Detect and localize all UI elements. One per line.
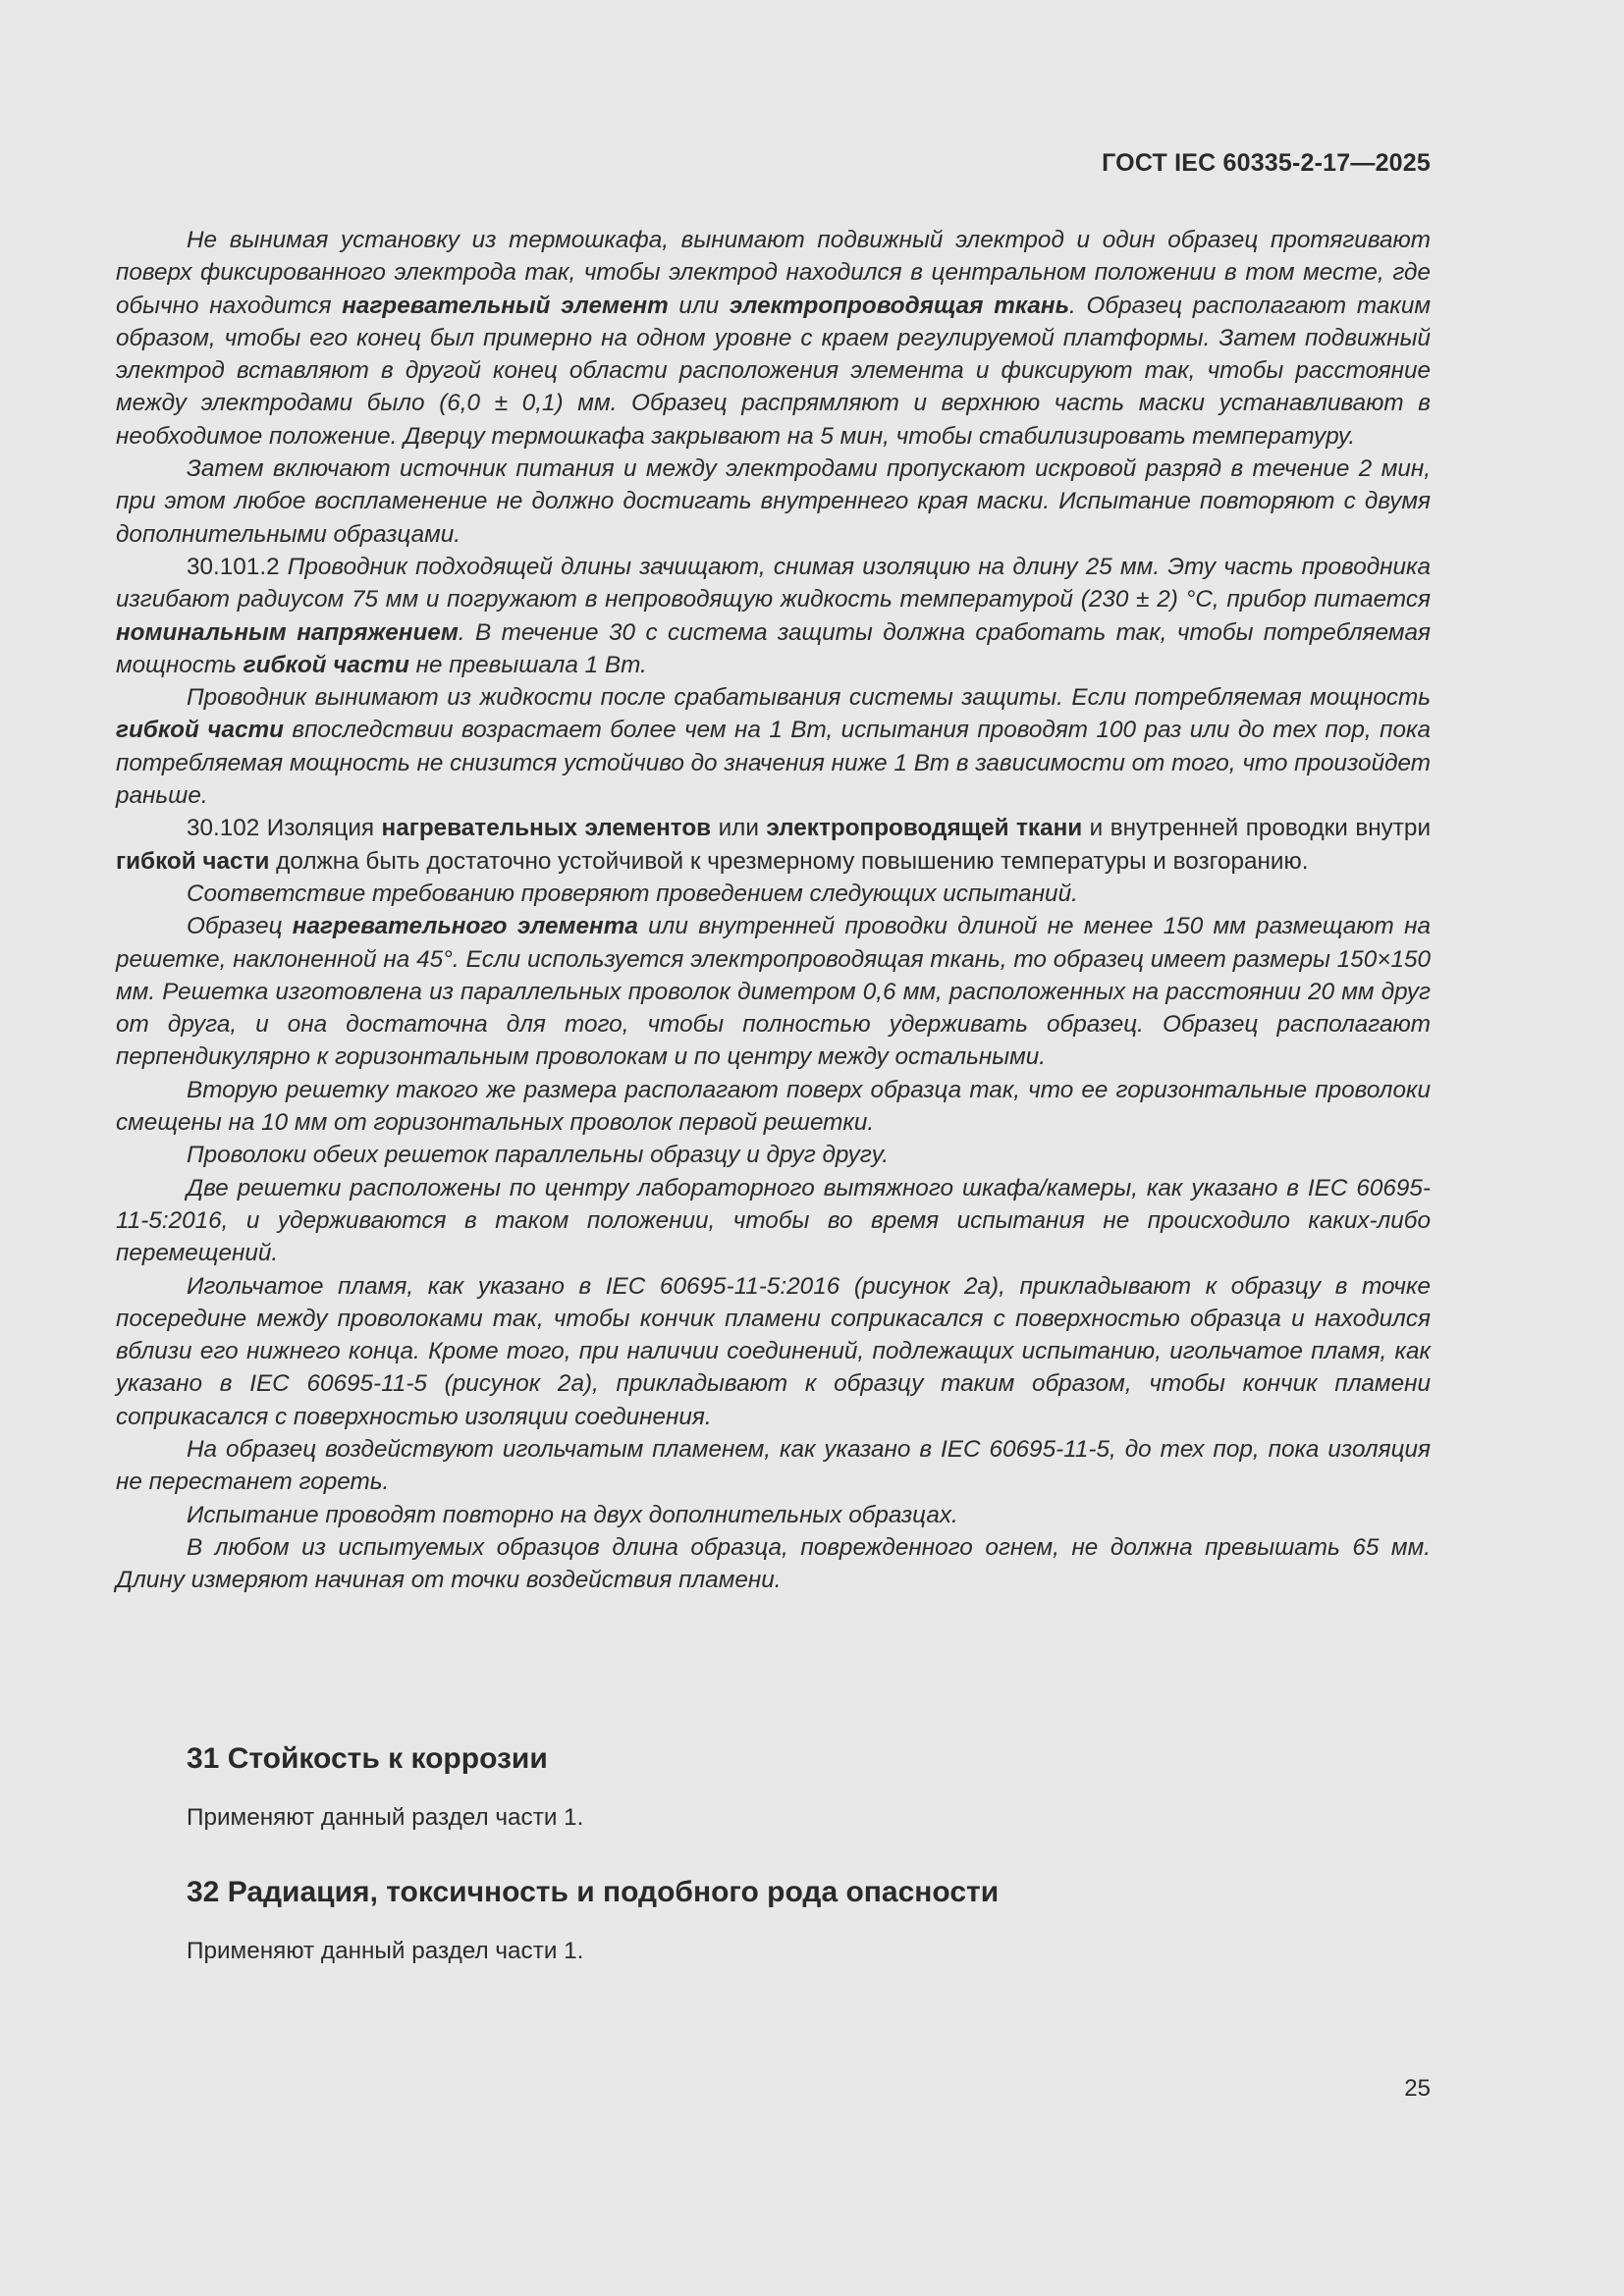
section-32	[187, 1874, 1431, 1911]
paragraph	[116, 1499, 1431, 1531]
paragraph-span: электропроводящая ткань	[729, 292, 1070, 319]
paragraph-span: В любом из испытуемых образцов длина образца, поврежденного огнем, не должна превышать 65 мм. Длину измеряют начиная от точки воздействия пламени.	[116, 1533, 1431, 1594]
section-title: 31 Стойкость к коррозии	[187, 1742, 548, 1775]
paragraph-span: номинальным напряжением	[116, 618, 459, 646]
paragraph	[116, 878, 1431, 910]
paragraph-span: впоследствии возрастает более чем на 1 Вт, испытания проводят 100 раз или до тех пор, пока потребляемая мощность не снизится устойчиво до значения ниже 1 Вт в зависимости от того, что произойдет раньше.	[116, 717, 1431, 810]
document-header: ГОСТ IEC 60335-2-17—2025	[1102, 149, 1431, 177]
paragraph-span: и внутренней проводки внутри	[1082, 815, 1432, 842]
paragraph-span: или внутренней проводки длиной не менее 150 мм размещают на решетке, наклоненной на 45°. Если используется электропроводящая ткань, то образец имеет размеры 150×150 мм. Решетка изготовлена из параллельных проволок диметром 0,6 мм, расположенных на расстоянии 20 мм друг от друга, и она достаточна для того, чтобы полностью удерживать образец. Образец располагают перпендикулярно к горизонтальным проволокам и по центру между остальными.	[116, 913, 1431, 1071]
paragraph-span: Соответствие требованию проверяют проведением следующих испытаний.	[187, 880, 1078, 907]
paragraph-span: Вторую решетку такого же размера располагают поверх образца так, что ее горизонтальные проволоки смещены на 10 мм от горизонтальных проволок первой решетки.	[116, 1076, 1431, 1137]
paragraph-span: Проводник вынимают из жидкости после срабатывания системы защиты. Если потребляемая мощность	[187, 684, 1431, 712]
paragraph	[116, 224, 1431, 453]
paragraph-span: 30.102 Изоляция	[187, 815, 382, 842]
section-title: 32 Радиация, токсичность и подобного рода опасности	[187, 1876, 1000, 1908]
body-text	[116, 224, 1431, 1596]
paragraph-span: Испытание проводят повторно на двух дополнительных образцах.	[187, 1501, 958, 1528]
paragraph-span: или	[668, 292, 730, 319]
paragraph-span: должна быть достаточно устойчивой к чрезмерному повышению температуры и возгоранию.	[269, 847, 1309, 875]
paragraph	[116, 910, 1431, 1073]
paragraph-span: электропроводящей ткани	[766, 815, 1083, 842]
section-text: Применяют данный раздел части 1.	[187, 1938, 584, 1964]
paragraph	[116, 1074, 1431, 1140]
paragraph	[116, 551, 1431, 681]
paragraph-span: . Образец располагают таким образом, чтобы его конец был примерно на одном уровне с краем регулируемой платформы. Затем подвижный электрод вставляют в другой конец области расположения элемента и фиксируют так, чтобы расстояние между электродами было (6,0 ± 0,1) мм. Образец распрямляют и верхнюю часть маски устанавливают в необходимое положение. Дверцу термошкафа закрывают на 5 мин, чтобы стабилизировать температуру.	[116, 292, 1432, 450]
paragraph	[116, 1433, 1431, 1499]
paragraph-span: гибкой части	[116, 717, 284, 744]
paragraph	[116, 681, 1431, 812]
paragraph-span: Проволоки обеих решеток параллельны образцу и друг другу.	[187, 1142, 890, 1169]
section-31	[187, 1740, 1431, 1778]
paragraph-span: нагревательных элементов	[381, 815, 712, 842]
section-31-body	[187, 1801, 1431, 1834]
paragraph-span: нагревательный элемент	[342, 292, 669, 319]
paragraph-span: гибкой части	[243, 651, 409, 678]
paragraph-span: Затем включают источник питания и между электродами пропускают искровой разряд в течение 2 мин, при этом любое воспламенение не должно достигать внутреннего края маски. Испытание повторяют с двумя дополнительными образцами.	[116, 455, 1431, 548]
paragraph-span: Две решетки расположены по центру лабораторного вытяжного шкафа/камеры, как указано в IEC 60695-11-5:2016, и удерживаются в таком положении, чтобы во время испытания не происходило каких-либо перемещений.	[116, 1174, 1431, 1267]
paragraph-span: На образец воздействуют игольчатым пламенем, как указано в IEC 60695-11-5, до тех пор, пока изоляция не перестанет гореть.	[116, 1435, 1431, 1496]
paragraph-span: не превышала 1 Вт.	[408, 651, 647, 678]
paragraph-span: . В течение 30 с система защиты должна сработать так, чтобы потребляемая мощность	[116, 618, 1432, 678]
paragraph	[116, 812, 1431, 878]
section-text: Применяют данный раздел части 1.	[187, 1804, 584, 1831]
paragraph-span: 30.101.2	[187, 553, 288, 580]
paragraph-span: Образец	[187, 913, 293, 940]
page-number: 25	[1404, 2075, 1431, 2102]
paragraph	[116, 1531, 1431, 1597]
paragraph	[116, 453, 1431, 551]
paragraph	[116, 1139, 1431, 1171]
paragraph-span: Проводник подходящей длины зачищают, снимая изоляцию на длину 25 мм. Эту часть проводника изгибают радиусом 75 мм и погружают в непроводящую жидкость температурой (230 ± 2) °С, прибор питается	[116, 553, 1432, 614]
paragraph-span: Игольчатое пламя, как указано в IEC 60695-11-5:2016 (рисунок 2а), прикладывают к образцу в точке посередине между проволоками так, чтобы кончик пламени соприкасался с поверхностью образца и находился вблизи его нижнего конца. Кроме того, при наличии соединений, подлежащих испытанию, игольчатое пламя, как указано в IEC 60695-11-5 (рисунок 2а), прикладывают к образцу таким образом, чтобы кончик пламени соприкасался с поверхностью изоляции соединения.	[116, 1272, 1431, 1430]
paragraph-span: или	[711, 815, 767, 842]
section-32-body	[187, 1935, 1431, 1967]
paragraph-span: гибкой части	[116, 847, 270, 875]
paragraph-span: нагревательного элемента	[292, 913, 638, 940]
paragraph	[116, 1270, 1431, 1433]
paragraph	[116, 1172, 1431, 1270]
paragraph-span: Не вынимая установку из термошкафа, вынимают подвижный электрод и один образец протягивают поверх фиксированного электрода так, чтобы электрод находился в центральном положении в том месте, где обычно находится	[116, 227, 1431, 319]
